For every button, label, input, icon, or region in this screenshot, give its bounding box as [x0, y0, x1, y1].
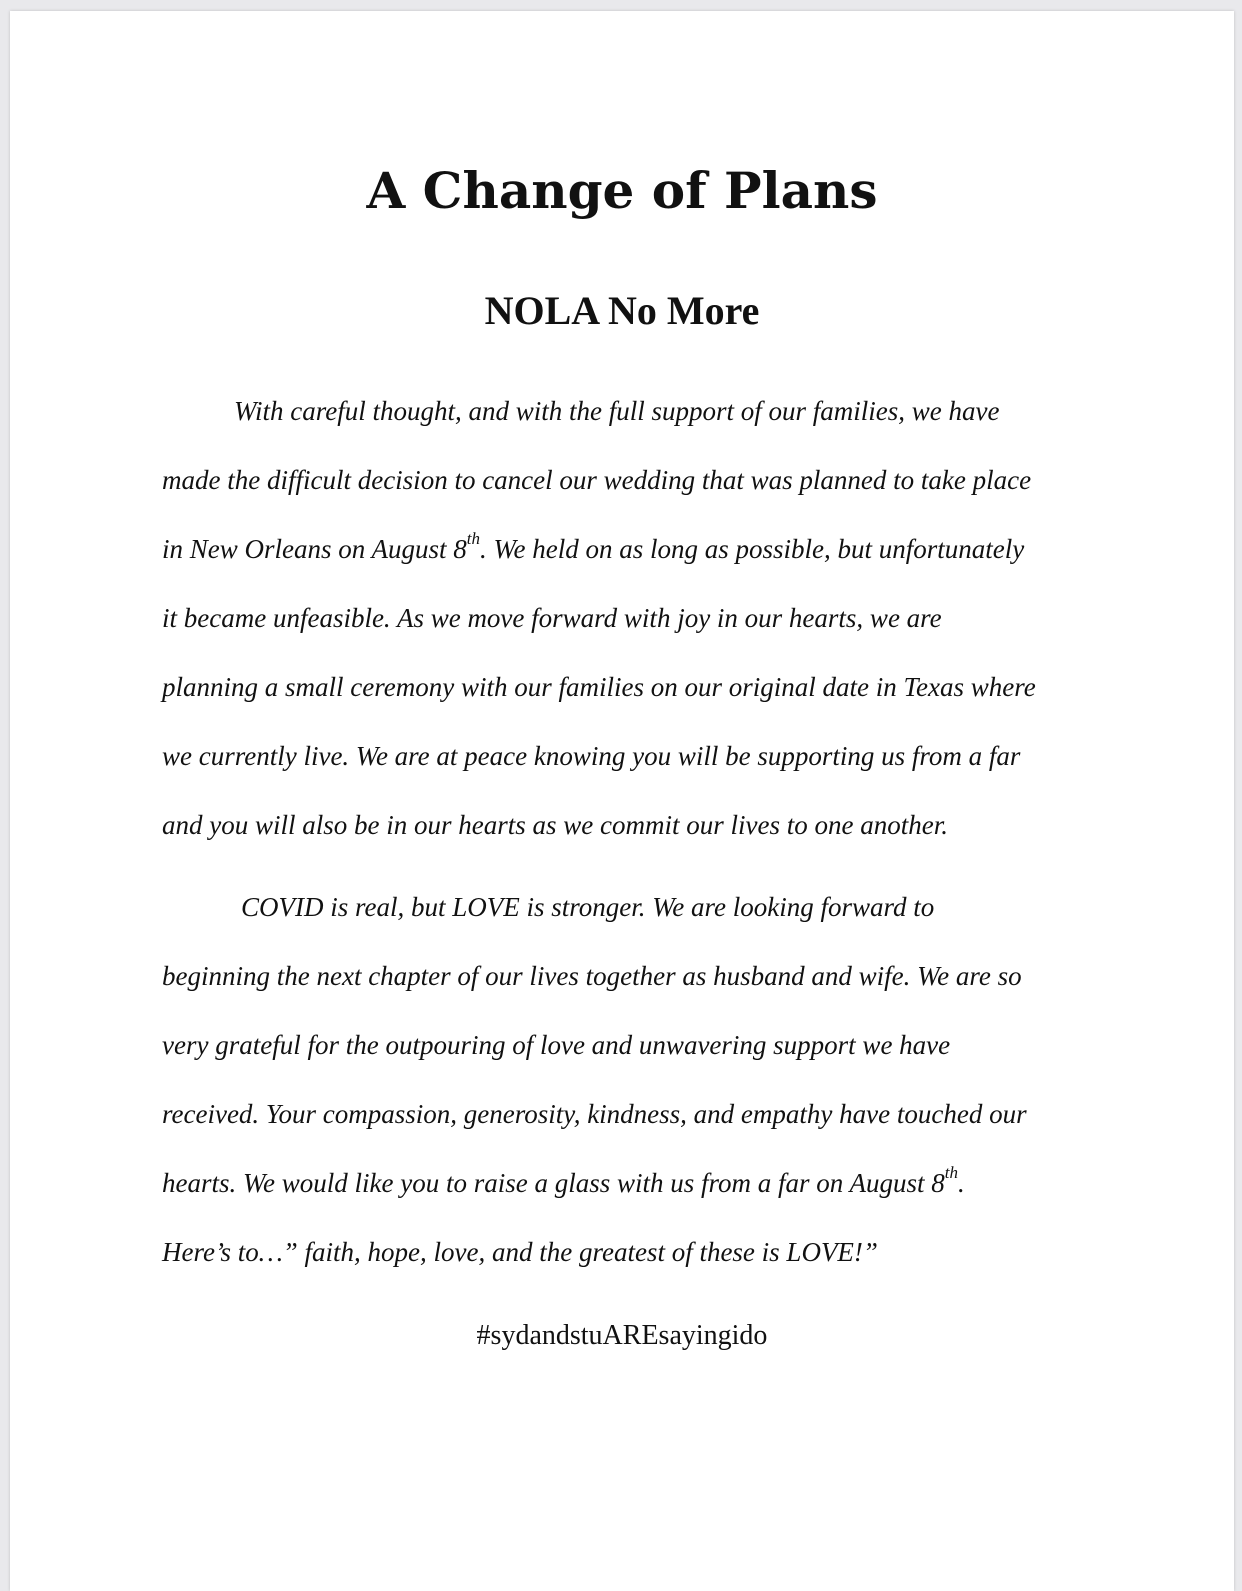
- paragraph-line: it became unfeasible. As we move forward with joy in our hearts, we are: [162, 603, 942, 633]
- paragraph-line: very grateful for the outpouring of love and unwavering support we have: [162, 1030, 951, 1060]
- document-page: [10, 11, 1234, 1591]
- ordinal-suffix: th: [944, 1163, 959, 1182]
- paragraph-announcement: [162, 388, 1092, 871]
- line-text: in New Orleans on August 8: [162, 534, 467, 564]
- ordinal-suffix: th: [466, 529, 480, 548]
- paragraph-line: [162, 1160, 1092, 1229]
- paragraph-line: With careful thought, and with the full support of our families, we have: [234, 396, 1000, 426]
- paragraph-line: Here’s to…” faith, hope, love, and the greatest of these is LOVE!”: [162, 1237, 878, 1267]
- document-title: A Change of Plans: [366, 161, 878, 220]
- paragraph-line: made the difficult decision to cancel our wedding that was planned to take place: [162, 465, 1032, 495]
- line-text: hearts. We would like you to raise a glass with us from a far on August 8: [162, 1168, 945, 1198]
- paragraph-line: beginning the next chapter of our lives together as husband and wife. We are so: [162, 961, 1022, 991]
- paragraph-line: planning a small ceremony with our families on our original date in Texas where: [162, 672, 1036, 702]
- paragraph-line: we currently live. We are at peace knowing you will be supporting us from a far: [162, 741, 1021, 771]
- line-text: .: [958, 1168, 965, 1198]
- paragraph-line: [162, 526, 1092, 595]
- line-text: . We held on as long as possible, but unfortunately: [480, 534, 1025, 564]
- hashtag: #sydandstuAREsayingido: [476, 1320, 768, 1351]
- paragraph-line: and you will also be in our hearts as we commit our lives to one another.: [162, 810, 948, 840]
- document-subtitle: NOLA No More: [484, 288, 760, 333]
- paragraph-gratitude: [162, 884, 1092, 1298]
- paragraph-line: received. Your compassion, generosity, kindness, and empathy have touched our: [162, 1099, 1027, 1129]
- paragraph-line: COVID is real, but LOVE is stronger. We are looking forward to: [241, 892, 935, 922]
